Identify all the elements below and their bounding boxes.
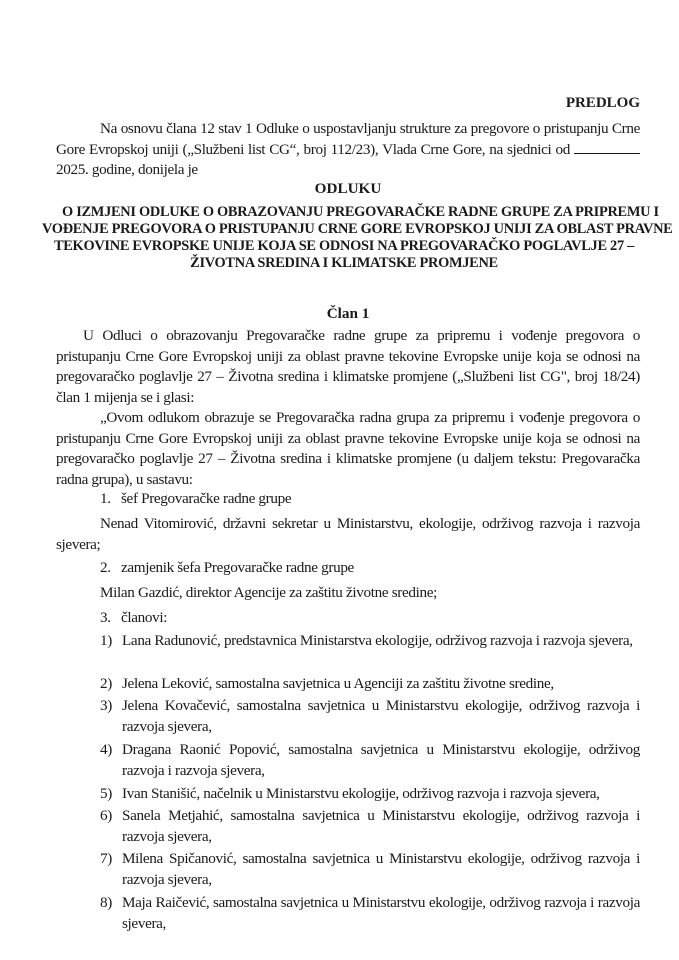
intro-text-after: 2025. godine, donijela je xyxy=(56,161,198,178)
member-text: Milena Spičanović, samostalna savjetnica u Ministarstvu ekologije, održivog razvoja i razvoja sjevera, xyxy=(122,850,640,888)
member-number: 7) xyxy=(100,850,112,867)
member-number: 6) xyxy=(100,807,112,824)
member-item xyxy=(100,696,640,737)
member-number: 8) xyxy=(100,894,112,911)
member-number: 1) xyxy=(100,632,112,649)
member-number: 3) xyxy=(100,697,112,714)
role-label: zamjenik šefa Pregovaračke radne grupe xyxy=(121,559,354,576)
article-paragraph: U Odluci o obrazovanju Pregovaračke radne grupe za pripremu i vođenje pregovora o pristupanju Crne Gore Evropskoj uniji za oblast pravne tekovine Evropske unije koja se odnosi na pregovaračko poglavlje 27 – Životna sredina i klimatske promjene („Službeni list CG", broj 18/24) član 1 mijenja se i glasi: xyxy=(56,327,640,406)
intro-paragraph xyxy=(56,119,640,181)
title-line-1: O IZMJENI ODLUKE O OBRAZOVANJU PREGOVARAČKE RADNE GRUPE ZA PRIPREMU I xyxy=(62,204,659,220)
status-label: PREDLOG xyxy=(565,95,640,111)
decision-heading: ODLUKU xyxy=(314,180,382,197)
member-text: Dragana Raonić Popović, samostalna savjetnica u Ministarstvu ekologije, održivog razvoja i razvoja sjevera, xyxy=(122,741,640,779)
article-heading: Član 1 xyxy=(326,305,370,322)
member-text: Ivan Stanišić, načelnik u Ministarstvu ekologije, održivog razvoja i razvoja sjevera, xyxy=(122,785,600,802)
member-text: Maja Raičević, samostalna savjetnica u Ministarstvu ekologije, održivog razvoja i razvoja sjevera, xyxy=(122,894,640,932)
role-number: 2. xyxy=(100,559,111,576)
member-number: 4) xyxy=(100,741,112,758)
title-line-4: ŽIVOTNA SREDINA I KLIMATSKE PROMJENE xyxy=(190,255,498,271)
member-text: Sanela Metjahić, samostalna savjetnica u Ministarstvu ekologije, održivog razvoja i razvoja sjevera, xyxy=(122,807,640,845)
member-number: 2) xyxy=(100,675,112,692)
member-item xyxy=(100,806,640,847)
member-item xyxy=(100,674,640,695)
role-label: šef Pregovaračke radne grupe xyxy=(121,490,292,507)
member-text: Jelena Leković, samostalna savjetnica u Agenciji za zaštitu životne sredine, xyxy=(122,675,554,692)
date-blank-line xyxy=(574,140,640,154)
role-person-deputy: Milan Gazdić, direktor Agencije za zaštitu životne sredine; xyxy=(100,584,437,601)
intro-text-before: Na osnovu člana 12 stav 1 Odluke o uspostavljanju strukture za pregovore o pristupanju Crne Gore Evropskoj uniji („Službeni list CG“, broj 112/23), Vlada Crne Gore, na sjednici od xyxy=(56,120,640,158)
role-number: 1. xyxy=(100,490,111,507)
title-line-2: VOĐENJE PREGOVORA O PRISTUPANJU CRNE GORE EVROPSKOJ UNIJI ZA OBLAST PRAVNE xyxy=(42,221,673,237)
member-item xyxy=(100,740,640,781)
title-line-3: TEKOVINE EVROPSKE UNIJE KOJA SE ODNOSI NA PREGOVARAČKO POGLAVLJE 27 – xyxy=(53,238,635,254)
role-label: članovi: xyxy=(121,609,168,626)
member-item xyxy=(100,849,640,890)
member-item xyxy=(100,631,640,652)
member-number: 5) xyxy=(100,785,112,802)
role-number: 3. xyxy=(100,609,111,626)
member-item xyxy=(100,784,640,805)
member-text: Jelena Kovačević, samostalna savjetnica u Ministarstvu ekologije, održivog razvoja i razvoja sjevera, xyxy=(122,697,640,735)
member-text: Lana Radunović, predstavnica Ministarstva ekologije, održivog razvoja i razvoja sjevera, xyxy=(122,632,633,649)
member-item xyxy=(100,893,640,934)
decision-title xyxy=(42,204,673,272)
quoted-paragraph: „Ovom odlukom obrazuje se Pregovaračka radna grupa za pripremu i vođenje pregovora o pristupanju Crne Gore Evropskoj uniji za oblast pravne tekovine Evropske unije koja se odnosi na pregovaračko poglavlje 27 – Životna sredina i klimatske promjene (u daljem tekstu: Pregovaračka radna grupa), u sastavu: xyxy=(56,409,640,488)
role-person-head: Nenad Vitomirović, državni sekretar u Ministarstvu, ekologije, održivog razvoja i razvoja sjevera; xyxy=(56,515,640,553)
